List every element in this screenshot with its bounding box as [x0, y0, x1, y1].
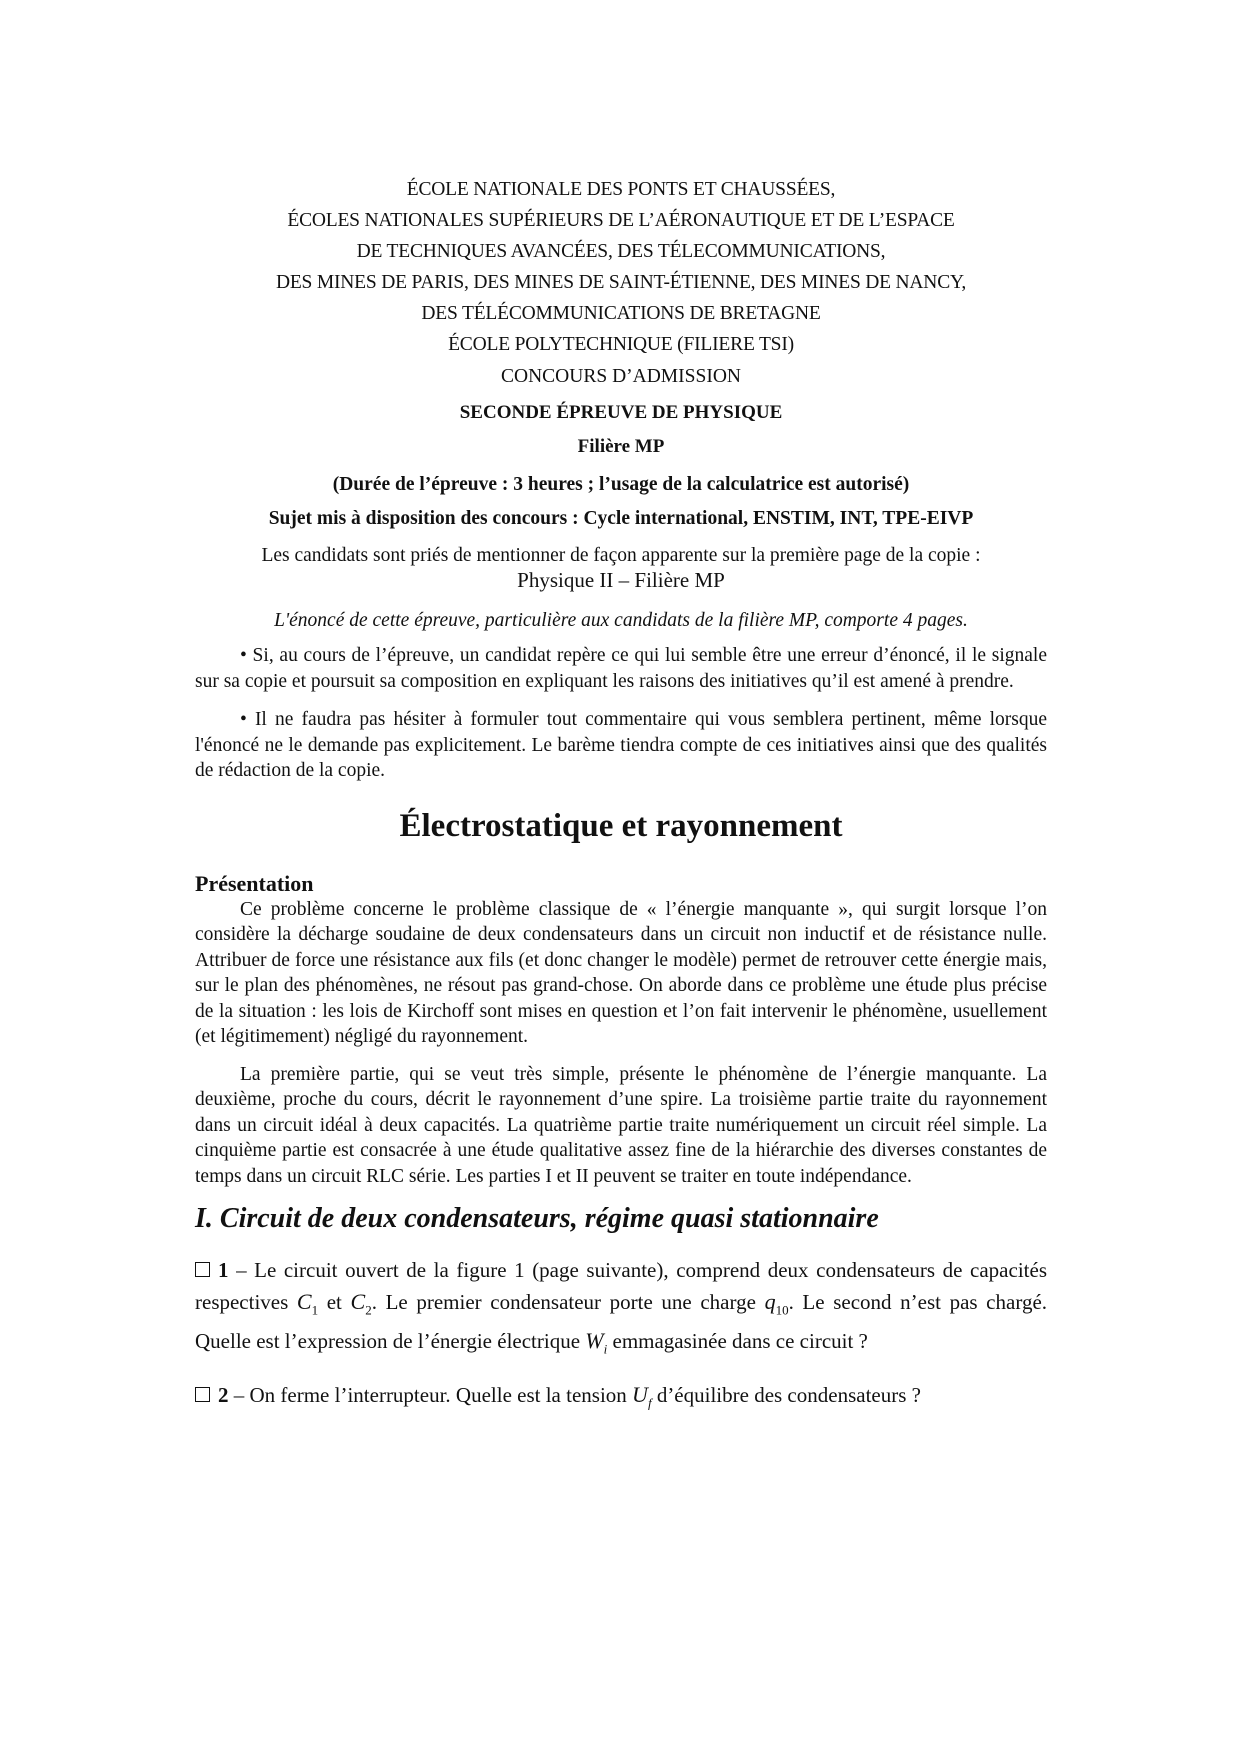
question-text: – Le circuit ouvert de la figure 1 (page suivante), comprend deux condensateurs de capacités respectives	[195, 1258, 1047, 1314]
instruction-bullet-2: • Il ne faudra pas hésiter à formuler tout commentaire qui vous semblera pertinent, même lorsque l'énoncé ne le demande pas explicitement. Le barème tiendra compte de ces initiatives ainsi que des qualités de rédaction de la copie.	[195, 709, 1047, 781]
var-uf: $U_f$	[632, 1381, 652, 1411]
presentation-paragraph-2: La première partie, qui se veut très simple, présente le phénomène de l’énergie manquante. La deuxième, proche du cours, décrit le rayonnement d’une spire. La troisième partie traite du rayonnement dans un circuit idéal à deux capacités. La quatrième partie traite numériquement un circuit réel simple. La cinquième partie est consacrée à une étude qualitative assez fine de la hiérarchie des diverses constantes de temps dans un circuit RLC série. Les parties I et II peuvent se traiter en toute indépendance.	[195, 1063, 1047, 1187]
var-c1: $C_1$	[296, 1289, 319, 1318]
question-2	[195, 1379, 1047, 1418]
question-text: et	[318, 1290, 351, 1314]
presentation-paragraph-1: Ce problème concerne le problème classique de « l’énergie manquante », qui surgit lorsque l’on considère la décharge soudaine de deux condensateurs dans un circuit non inductif et de résistance nulle. Attribuer de force une résistance aux fils (et donc changer le modèle) permet de retrouver cette énergie mais, sur le plan des phénomènes, ne résout pas grand-chose. On aborde dans ce problème une étude plus précise de la situation : les lois de Kirchoff sont mises en question et l’on fait intervenir le phénomène, usuellement (et légitimement) négligé du rayonnement.	[195, 898, 1047, 1047]
part-1-heading: I. Circuit de deux condensateurs, régime quasi stationnaire	[195, 1203, 879, 1234]
presentation-heading: Présentation	[195, 870, 314, 896]
var-q10: $q_{10}$	[764, 1289, 789, 1318]
question-text: . Le premier condensateur porte une charge	[371, 1290, 765, 1314]
var-c2: $C_2$	[350, 1289, 372, 1318]
header-line: ÉCOLE NATIONALE DES PONTS ET CHAUSSÉES,	[406, 179, 836, 200]
enonce-note: L'énoncé de cette épreuve, particulière aux candidats de la filière MP, comporte 4 pages.	[274, 610, 968, 631]
question-number: 2	[218, 1382, 229, 1407]
epreuve-title: SECONDE ÉPREUVE DE PHYSIQUE	[459, 402, 783, 423]
filiere-label: Filière MP	[577, 436, 665, 457]
question-1	[195, 1255, 1047, 1365]
question-text: emmagasinée dans ce circuit ?	[607, 1329, 868, 1354]
question-text: d’équilibre des condensateurs ?	[651, 1382, 921, 1407]
checkbox-icon	[195, 1262, 210, 1277]
instruction-bullet-1: • Si, au cours de l’épreuve, un candidat repère ce qui lui semble être une erreur d’énoncé, il le signale sur sa copie et poursuit sa composition en expliquant les raisons des initiatives qu’il est amené à prendre.	[195, 645, 1047, 692]
problem-title: Électrostatique et rayonnement	[399, 807, 843, 844]
duree-line: (Durée de l’épreuve : 3 heures ; l’usage de la calculatrice est autorisé)	[332, 474, 910, 495]
question-text: – On ferme l’interrupteur. Quelle est la tension	[228, 1382, 633, 1407]
header-line: ÉCOLE POLYTECHNIQUE (FILIERE TSI)	[448, 334, 794, 355]
header-line: ÉCOLES NATIONALES SUPÉRIEURS DE L’AÉRONAUTIQUE ET DE L’ESPACE	[287, 210, 955, 231]
var-wi: $W_i$	[585, 1328, 608, 1357]
header-line: DE TECHNIQUES AVANCÉES, DES TÉLECOMMUNICATIONS,	[356, 241, 886, 262]
page-content	[195, 174, 1047, 1418]
header-line: DES MINES DE PARIS, DES MINES DE SAINT-ÉTIENNE, DES MINES DE NANCY,	[275, 272, 967, 293]
mention-subject: Physique II – Filière MP	[517, 568, 725, 592]
mention-line: Les candidats sont priés de mentionner de façon apparente sur la première page de la copie :	[261, 545, 981, 566]
sujet-line: Sujet mis à disposition des concours : Cycle international, ENSTIM, INT, TPE-EIVP	[268, 508, 974, 529]
question-text: . Le second n’est pas chargé. Quelle est l’expression de l’énergie électrique	[195, 1290, 1048, 1354]
header-line: DES TÉLÉCOMMUNICATIONS DE BRETAGNE	[421, 303, 821, 324]
schools-header	[195, 174, 1047, 360]
concours-line: CONCOURS D’ADMISSION	[501, 366, 741, 387]
question-number: 1	[218, 1258, 229, 1282]
checkbox-icon	[195, 1387, 210, 1402]
